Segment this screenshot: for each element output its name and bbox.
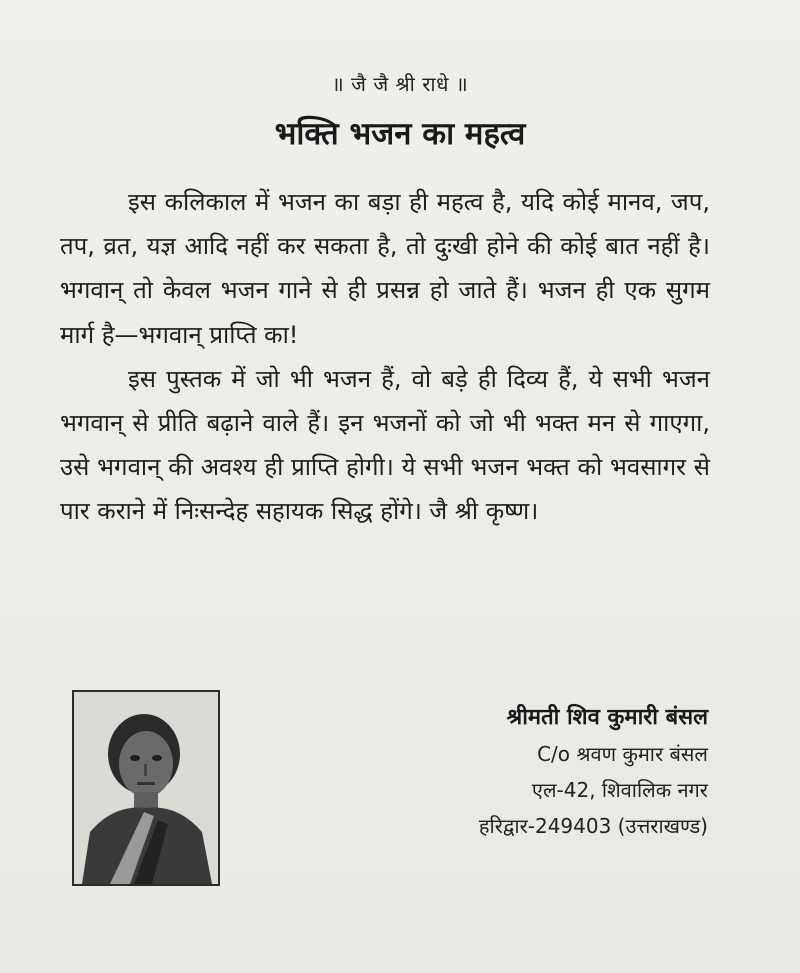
author-photo <box>72 690 220 886</box>
signature-block <box>479 700 708 844</box>
care-of-line: C/o श्रवण कुमार बंसल <box>537 742 708 766</box>
author-name: श्रीमती शिव कुमारी बंसल <box>506 705 708 730</box>
body-text <box>60 180 710 534</box>
address-line-1: एल-42, शिवालिक नगर <box>531 778 708 802</box>
address-line-2: हरिद्वार-249403 (उत्तराखण्ड) <box>478 814 708 838</box>
author-portrait-icon <box>74 692 218 884</box>
invocation-line: ॥ जै जै श्री राधे ॥ <box>331 72 469 96</box>
paragraph-2: इस पुस्तक में जो भी भजन हैं, वो बड़े ही दिव्य हैं, ये सभी भजन भगवान् से प्रीति बढ़ाने वाले हैं। इन भजनों को जो भी भक्त मन से गाएगा, उसे भगवान् की अवश्य ही प्राप्ति होगी। ये सभी भजन भक्त को भवसागर से पार कराने में निःसन्देह सहायक सिद्ध होंगे। जै श्री कृष्ण। <box>60 364 710 526</box>
paragraph-1: इस कलिकाल में भजन का बड़ा ही महत्व है, यदि कोई मानव, जप, तप, व्रत, यज्ञ आदि नहीं कर सकता है, तो दुःखी होने की कोई बात नहीं है। भगवान् तो केवल भजन गाने से ही प्रसन्न हो जाते हैं। भजन ही एक सुगम मार्ग है—भगवान् प्राप्ति का! <box>60 188 710 349</box>
page-title: भक्ति भजन का महत्व <box>274 116 526 152</box>
